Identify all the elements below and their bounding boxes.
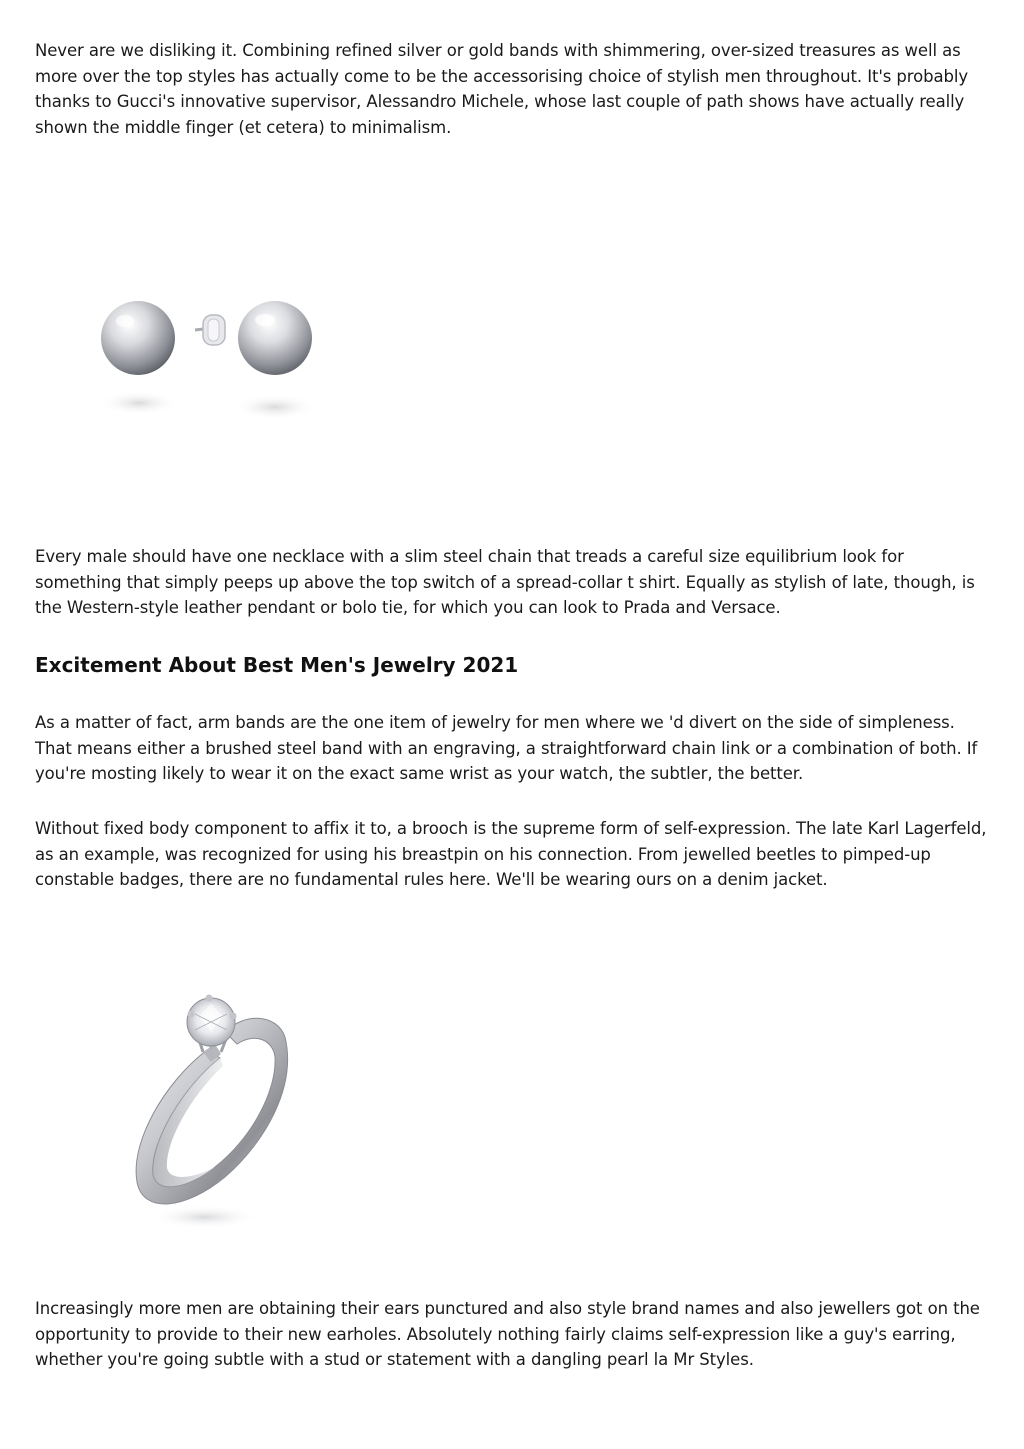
bracelet-paragraph: As a matter of fact, arm bands are the one item of jewelry for men where we 'd divert on the side of simpleness. That means either a brushed steel band with an engraving, a straightforward chain link or a combination of both. If you're mosting likely to wear it on the exact same wrist as your watch, the subtler, the better. (35, 713, 978, 783)
earrings-paragraph: Increasingly more men are obtaining their ears punctured and also style brand names and also jewellers got on the opportunity to provide to their new earholes. Absolutely nothing fairly claims self-expression like a guy's earring, whether you're going subtle with a stud or statement with a dangling pearl la Mr Styles. (35, 1299, 980, 1369)
necklace-paragraph: Every male should have one necklace with a slim steel chain that treads a careful size equilibrium look for something that simply peeps up above the top switch of a spread-collar t shirt. Equally as stylish of late, though, is the Western-style leather pendant or bolo tie, for which you can look to Prada and Versace. (35, 547, 975, 617)
ring-image (125, 992, 315, 1237)
intro-paragraph: Never are we disliking it. Combining refined silver or gold bands with shimmering, over-sized treasures as well as more over the top styles has actually come to be the accessorising choice of stylish men throughout. It's probably thanks to Gucci's innovative supervisor, Alessandro Michele, whose last couple of path shows have actually really shown the middle finger (et cetera) to minimalism. (35, 41, 969, 137)
section-heading: Excitement About Best Men's Jewelry 2021 (35, 653, 519, 677)
earrings-image (95, 285, 325, 435)
brooch-paragraph: Without fixed body component to affix it to, a brooch is the supreme form of self-expression. The late Karl Lagerfeld, as an example, was recognized for using his breastpin on his connection. From jewelled beetles to pimped-up constable badges, there are no fundamental rules here. We'll be wearing ours on a denim jacket. (35, 819, 987, 889)
